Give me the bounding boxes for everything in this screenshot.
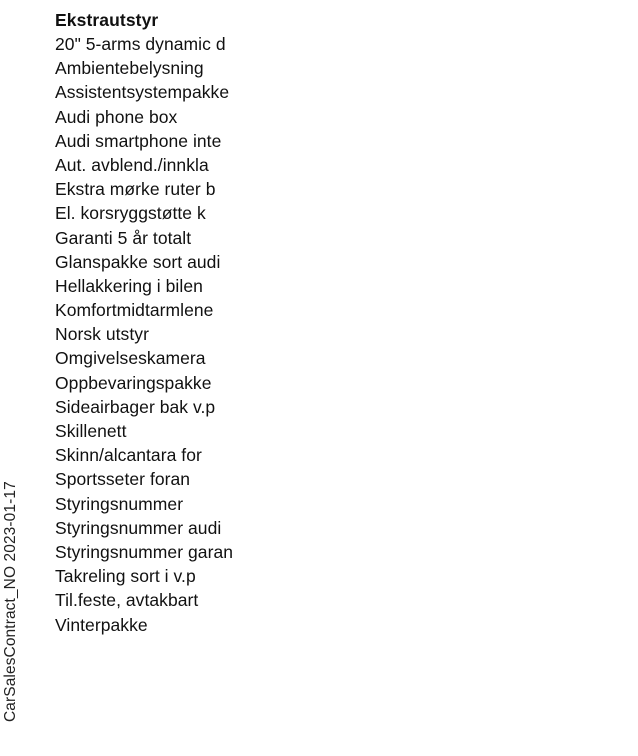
list-item: 20" 5-arms dynamic d: [55, 34, 226, 54]
document-version-label: CarSalesContract_NO 2023-01-17: [2, 481, 19, 722]
list-item: El. korsryggstøtte k: [55, 203, 206, 224]
list-item: Hellakkering i bilen: [55, 275, 203, 296]
list-item: Komfortmidtarmlene: [55, 300, 214, 321]
list-item: Norsk utstyr: [55, 324, 149, 345]
list-item: Styringsnummer garan: [55, 541, 234, 562]
list-item: Garanti 5 år totalt: [55, 227, 192, 248]
list-item: Audi phone box: [55, 106, 178, 127]
extra-equipment-section: [55, 8, 355, 637]
list-item: Til.feste, avtakbart: [55, 590, 199, 611]
list-item: Ekstra mørke ruter b: [55, 179, 216, 200]
equipment-list: [55, 32, 355, 637]
list-item: Skillenett: [55, 421, 127, 441]
list-item: Skinn/alcantara for: [55, 445, 202, 466]
list-item: Omgivelseskamera: [55, 348, 206, 369]
list-item: Sportsseter foran: [55, 469, 191, 490]
list-item: Glanspakke sort audi: [55, 251, 221, 272]
section-heading: Ekstrautstyr: [55, 10, 159, 30]
list-item: Takreling sort i v.p: [55, 566, 196, 587]
list-item: Oppbevaringspakke: [55, 372, 212, 393]
list-item: Aut. avblend./innkla: [55, 154, 209, 175]
list-item: Audi smartphone inte: [55, 130, 222, 151]
list-item: Assistentsystempakke: [55, 82, 230, 103]
list-item: Sideairbager bak v.p: [55, 396, 216, 417]
list-item: Styringsnummer audi: [55, 517, 222, 538]
list-item: Vinterpakke: [55, 614, 148, 635]
list-item: Ambientebelysning: [55, 58, 204, 79]
list-item: Styringsnummer: [55, 493, 184, 514]
